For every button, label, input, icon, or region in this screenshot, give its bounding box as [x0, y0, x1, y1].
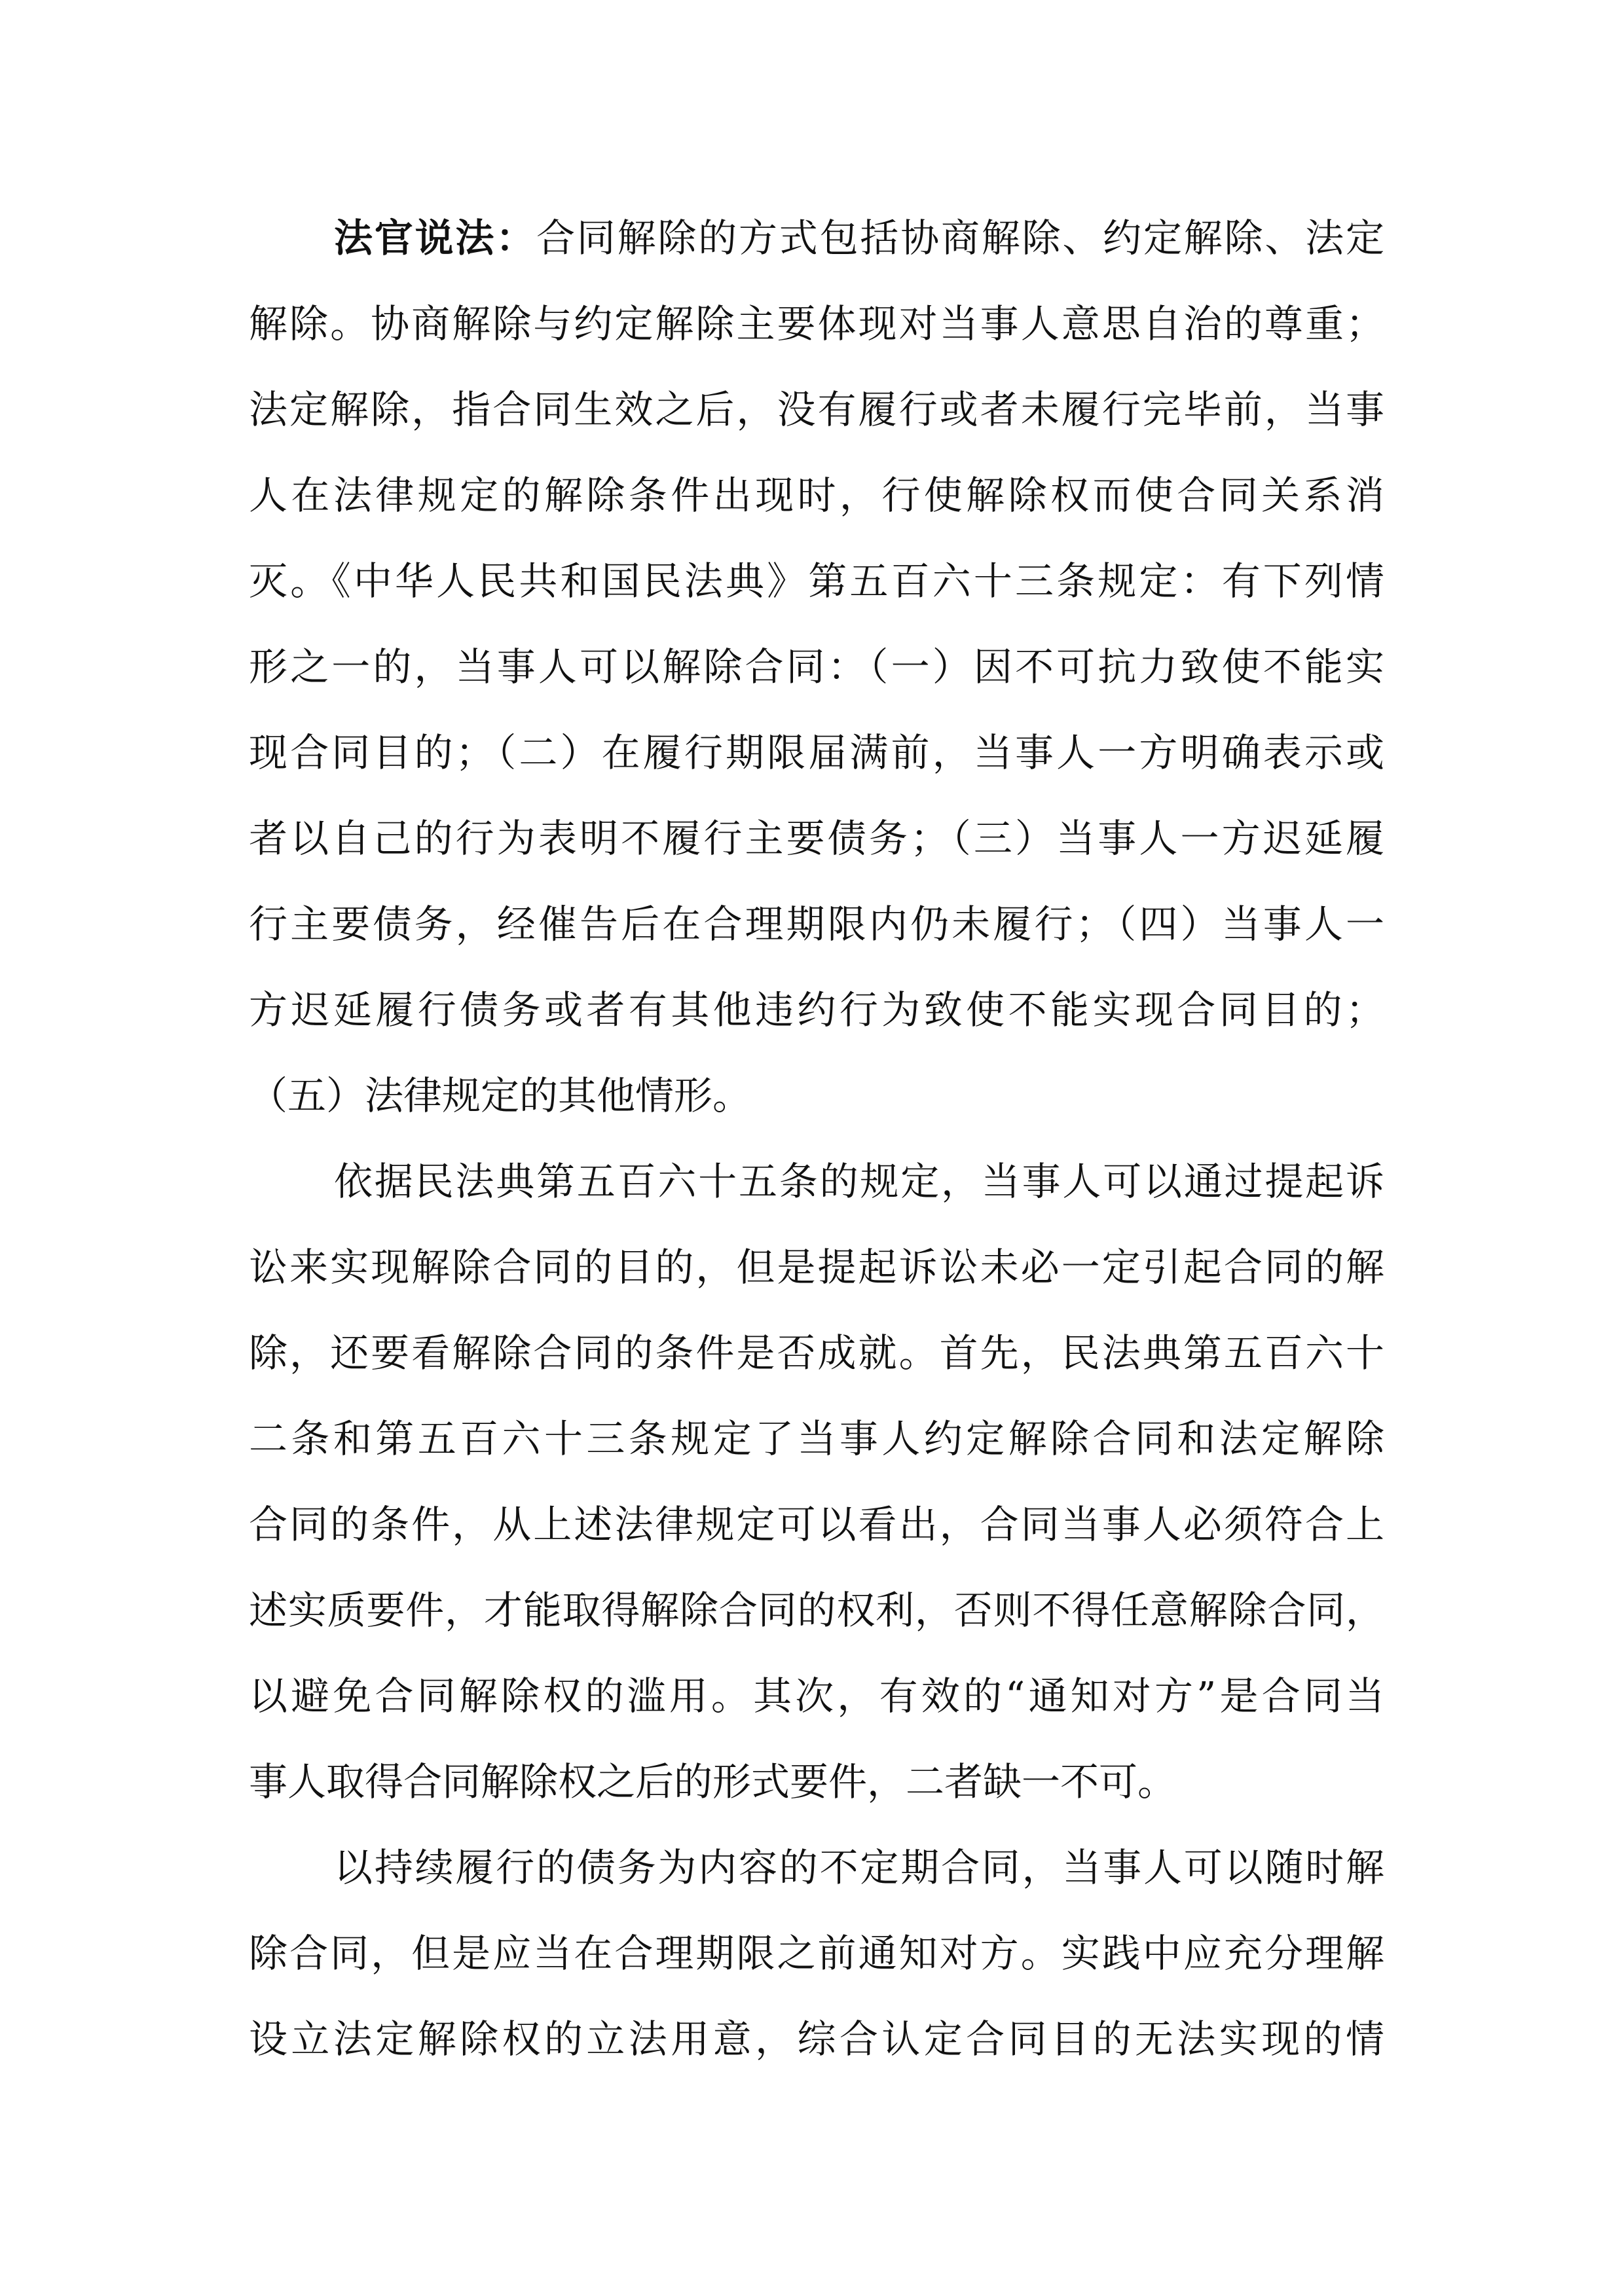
text-line: 形之一的，当事人可以解除合同：（一）因不可抗力致使不能实 [249, 644, 1384, 689]
text-line: 者以自己的行为表明不履行主要债务；（三）当事人一方迟延履 [249, 816, 1384, 861]
text-line: （五）法律规定的其他情形。 [249, 1073, 752, 1118]
text-line: 除，还要看解除合同的条件是否成就。首先，民法典第五百六十 [249, 1330, 1384, 1376]
line-text: 合同解除的方式包括协商解除、约定解除、法定 [536, 215, 1384, 261]
text-line: 方迟延履行债务或者有其他违约行为致使不能实现合同目的； [249, 987, 1384, 1032]
text-line: 法定解除，指合同生效之后，没有履行或者未履行完毕前，当事 [249, 387, 1384, 432]
text-line [249, 195, 1384, 281]
text-line: 二条和第五百六十三条规定了当事人约定解除合同和法定解除 [249, 1416, 1384, 1461]
text-line: 述实质要件，才能取得解除合同的权利，否则不得任意解除合同， [249, 1588, 1384, 1633]
text-line: 行主要债务，经催告后在合理期限内仍未履行；（四）当事人一 [249, 902, 1384, 947]
text-line: 现合同目的；（二）在履行期限届满前，当事人一方明确表示或 [249, 730, 1384, 775]
text-line: 以持续履行的债务为内容的不定期合同，当事人可以随时解 [334, 1845, 1384, 1890]
text-line: 解除。协商解除与约定解除主要体现对当事人意思自治的尊重； [249, 301, 1384, 346]
paragraph [249, 1825, 1384, 2082]
text-line: 设立法定解除权的立法用意，综合认定合同目的无法实现的情 [249, 2016, 1384, 2062]
section-label: 法官说法： [334, 215, 536, 261]
paragraph [249, 1139, 1384, 1825]
text-line: 除合同，但是应当在合理期限之前通知对方。实践中应充分理解 [249, 1931, 1384, 1976]
paragraph [249, 195, 1384, 1139]
text-line: 人在法律规定的解除条件出现时，行使解除权而使合同关系消 [249, 473, 1384, 518]
text-line: 合同的条件，从上述法律规定可以看出，合同当事人必须符合上 [249, 1502, 1384, 1547]
text-line: 事人取得合同解除权之后的形式要件，二者缺一不可。 [249, 1759, 1177, 1804]
text-line: 以避免合同解除权的滥用。其次，有效的“通知对方”是合同当 [249, 1673, 1384, 1719]
text-line: 灭。《中华人民共和国民法典》第五百六十三条规定：有下列情 [249, 558, 1384, 604]
text-line: 讼来实现解除合同的目的，但是提起诉讼未必一定引起合同的解 [249, 1245, 1384, 1290]
text-line: 依据民法典第五百六十五条的规定，当事人可以通过提起诉 [334, 1159, 1384, 1204]
